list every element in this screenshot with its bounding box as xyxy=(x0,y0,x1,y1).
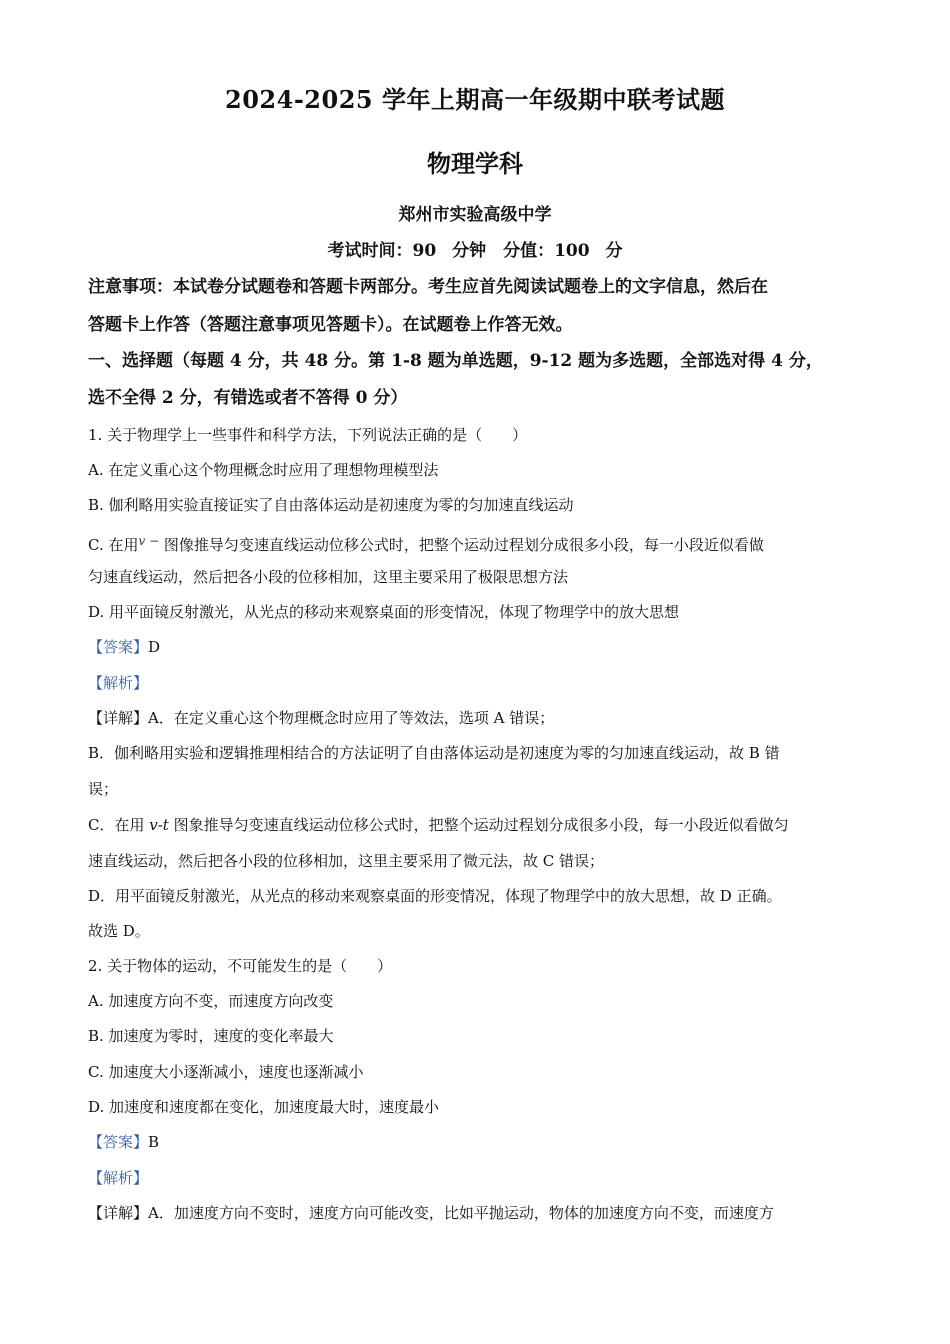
q2-answer xyxy=(88,1130,159,1154)
q1-option-c xyxy=(88,529,764,557)
q1-stem: 1. 关于物理学上一些事件和科学方法，下列说法正确的是（ ） xyxy=(88,426,528,444)
detail-text: A．在定义重心这个物理概念时应用了等效法，选项 A 错误； xyxy=(148,709,555,727)
q1-detail-4: D．用平面镜反射激光，从光点的移动来观察桌面的形变情况，体现了物理学中的放大思想，故 D 正确。 xyxy=(88,887,782,905)
q1-option-c-line-2: 匀速直线运动，然后把各小段的位移相加，这里主要采用了极限思想方法 xyxy=(88,568,569,586)
q2-option-c: C. 加速度大小逐渐减小，速度也逐渐减小 xyxy=(88,1063,364,1081)
detail-text: A．加速度方向不变时，速度方向可能改变，比如平抛运动，物体的加速度方向不变，而速度方 xyxy=(148,1204,774,1222)
detail-3-math: v-t xyxy=(149,816,169,834)
answer-value: D xyxy=(148,638,161,656)
q2-option-b: B. 加速度为零时，速度的变化率最大 xyxy=(88,1027,334,1045)
answer-tag: 【答案】 xyxy=(88,1133,149,1151)
detail-3-pre: C．在用 xyxy=(88,816,150,834)
q1-detail-3-cont: 速直线运动，然后把各小段的位移相加，这里主要采用了微元法，故 C 错误； xyxy=(88,852,605,870)
q2-option-d: D. 加速度和速度都在变化，加速度最大时，速度最小 xyxy=(88,1098,440,1116)
exam-info: 考试时间：90 分钟 分值：100 分 xyxy=(327,241,623,261)
q1-option-c-math: v − xyxy=(138,534,160,548)
q2-analysis-tag: 【解析】 xyxy=(88,1169,149,1187)
q2-detail-1 xyxy=(88,1201,774,1225)
answer-value: B xyxy=(148,1133,160,1151)
section-heading-line-2: 选不全得 2 分，有错选或者不答得 0 分） xyxy=(88,388,408,408)
q1-option-a: A. 在定义重心这个物理概念时应用了理想物理模型法 xyxy=(88,461,439,479)
notice-line-2: 答题卡上作答（答题注意事项见答题卡）。在试题卷上作答无效。 xyxy=(88,315,573,335)
q2-option-a: A. 加速度方向不变，而速度方向改变 xyxy=(88,992,334,1010)
section-heading-line-1: 一、选择题（每题 4 分，共 48 分。第 1-8 题为单选题，9-12 题为多选题，全部选对得 4 分， xyxy=(88,351,823,371)
detail-tag: 【详解】 xyxy=(88,1204,149,1222)
q2-stem: 2. 关于物体的运动，不可能发生的是（ ） xyxy=(88,957,393,975)
q1-answer xyxy=(88,635,160,659)
detail-tag: 【详解】 xyxy=(88,709,149,727)
q1-detail-2-cont: 误； xyxy=(88,780,119,798)
exam-title: 2024-2025 学年上期高一年级期中联考试题 xyxy=(225,85,725,114)
exam-subject: 物理学科 xyxy=(427,149,523,178)
q1-analysis-tag: 【解析】 xyxy=(88,674,149,692)
answer-tag: 【答案】 xyxy=(88,638,149,656)
q1-conclusion: 故选 D。 xyxy=(88,922,150,940)
detail-3-post: 图象推导匀变速直线运动位移公式时，把整个运动过程划分成很多小段，每一小段近似看做匀 xyxy=(168,816,789,834)
q1-detail-2: B．伽利略用实验和逻辑推理相结合的方法证明了自由落体运动是初速度为零的匀加速直线运动，故 B 错 xyxy=(88,744,780,762)
school-name: 郑州市实验高级中学 xyxy=(398,205,552,225)
q1-option-d: D. 用平面镜反射激光，从光点的移动来观察桌面的形变情况，体现了物理学中的放大思想 xyxy=(88,603,680,621)
q1-detail-3 xyxy=(88,813,789,837)
notice-line-1: 注意事项：本试卷分试题卷和答题卡两部分。考生应首先阅读试题卷上的文字信息，然后在 xyxy=(88,277,768,297)
q1-detail-1 xyxy=(88,706,554,730)
q1-option-c-post: 图像推导匀变速直线运动位移公式时，把整个运动过程划分成很多小段，每一小段近似看做 xyxy=(159,536,764,554)
q1-option-b: B. 伽利略用实验直接证实了自由落体运动是初速度为零的匀加速直线运动 xyxy=(88,496,574,514)
q1-option-c-pre: C. 在用 xyxy=(88,536,139,554)
